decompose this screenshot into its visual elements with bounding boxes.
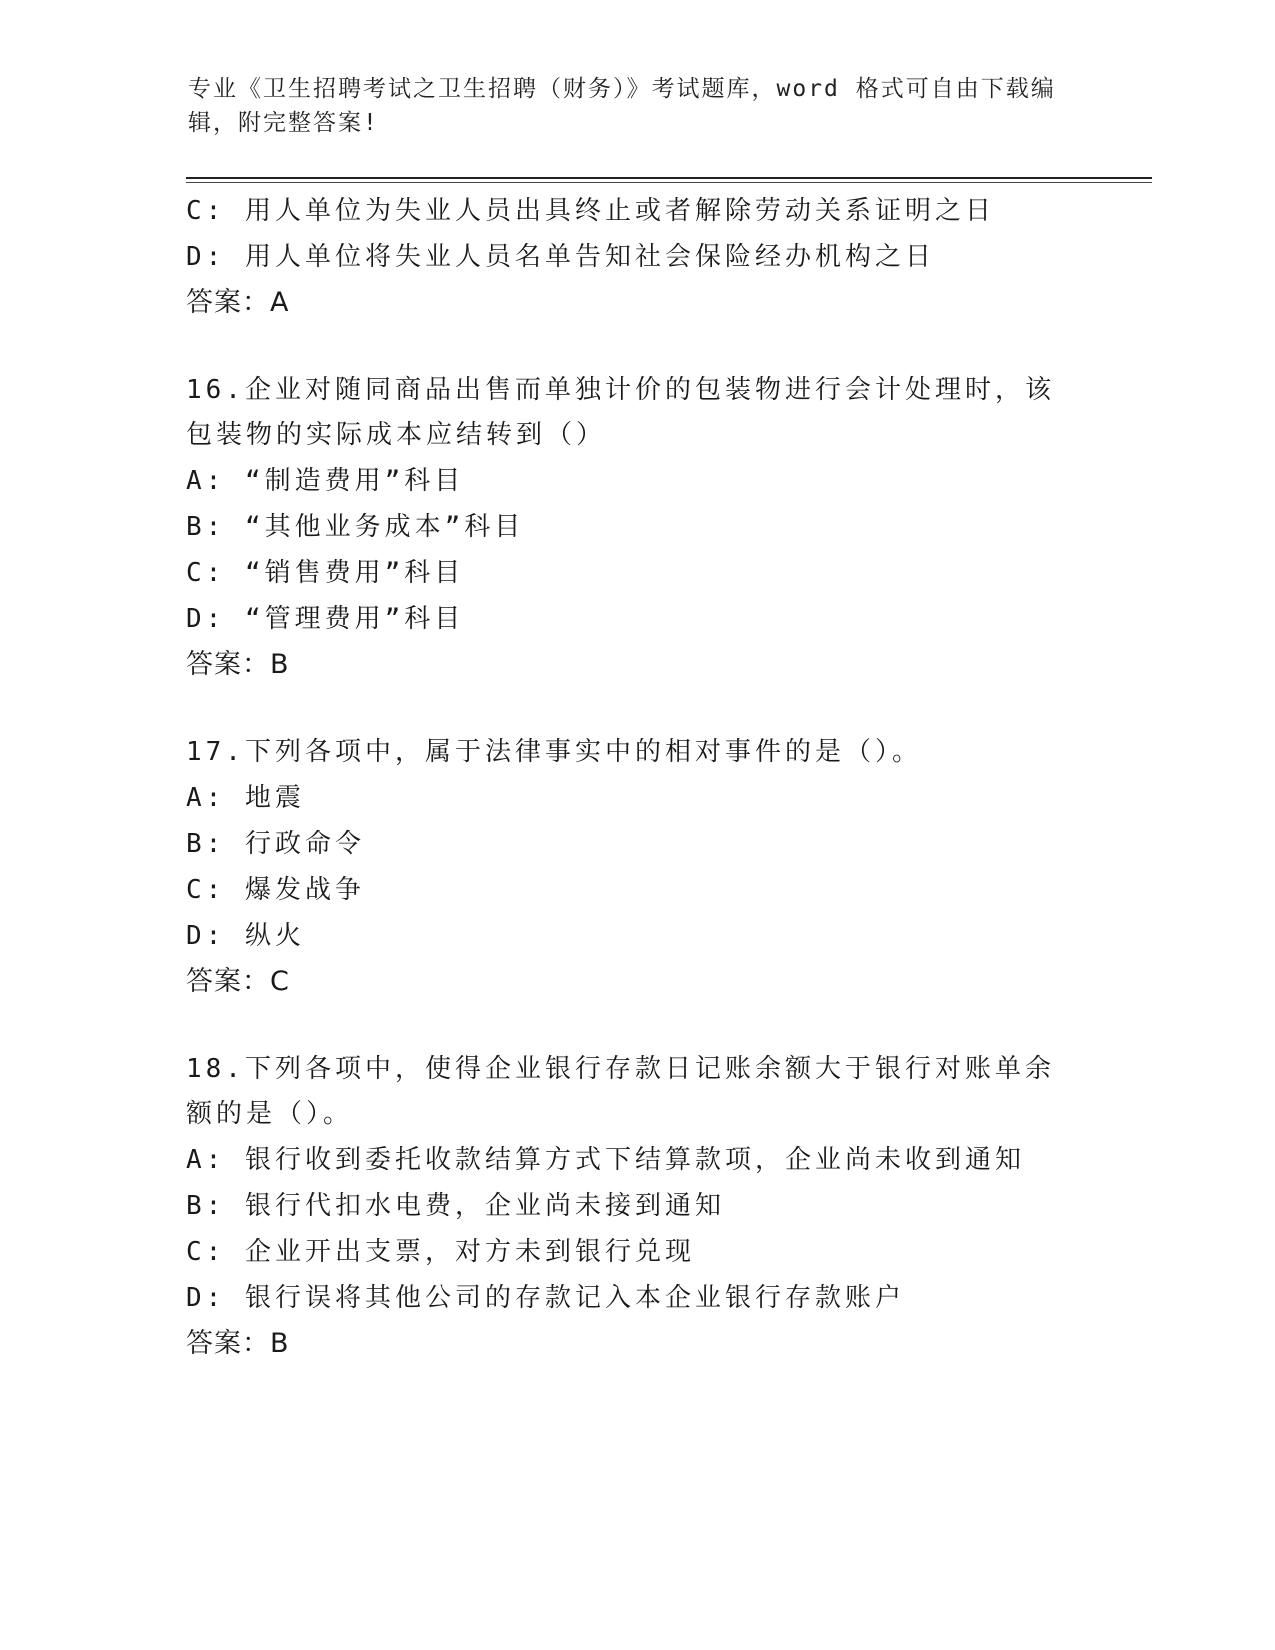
question-list [186,188,1086,1367]
question-16 [186,368,1086,688]
header-rule-thin [186,182,1152,183]
option-b: B: 行政命令 [186,829,365,859]
option-a: A: 银行收到委托收款结算方式下结算款项，企业尚未收到通知 [186,1145,1025,1175]
option-a: A: 地震 [186,783,305,813]
previous-question-tail [186,188,1086,326]
option-c: C: 用人单位为失业人员出具终止或者解除劳动关系证明之日 [186,196,995,226]
option-c: C: 企业开出支票，对方未到银行兑现 [186,1237,695,1267]
header-rule-thick [186,177,1152,179]
question-17 [186,730,1086,1005]
option-b: B: 银行代扣水电费，企业尚未接到通知 [186,1191,725,1221]
option-d: D: “管理费用”科目 [186,604,465,634]
option-d: D: 用人单位将失业人员名单告知社会保险经办机构之日 [186,242,935,272]
option-a: A: “制造费用”科目 [186,466,465,496]
question-spacer [186,1005,1086,1047]
question-stem: 17.下列各项中，属于法律事实中的相对事件的是（）。 [186,737,922,767]
answer-line: 答案：C [186,966,290,997]
document-header: 专业《卫生招聘考试之卫生招聘（财务）》考试题库，word 格式可自由下载编辑，附完整答案! [188,76,1056,136]
option-c: C: 爆发战争 [186,875,365,905]
answer-line: 答案：B [186,1328,290,1359]
question-spacer [186,688,1086,730]
answer-line: 答案：A [186,287,290,318]
question-stem: 16.企业对随同商品出售而单独计价的包装物进行会计处理时，该包装物的实际成本应结转到（） [186,375,1055,450]
option-d: D: 纵火 [186,921,305,951]
option-d: D: 银行误将其他公司的存款记入本企业银行存款账户 [186,1283,905,1313]
question-18 [186,1047,1086,1367]
question-stem: 18.下列各项中，使得企业银行存款日记账余额大于银行对账单余额的是（）。 [186,1054,1055,1129]
answer-line: 答案：B [186,649,290,680]
option-c: C: “销售费用”科目 [186,558,465,588]
question-spacer [186,326,1086,368]
option-b: B: “其他业务成本”科目 [186,512,525,542]
